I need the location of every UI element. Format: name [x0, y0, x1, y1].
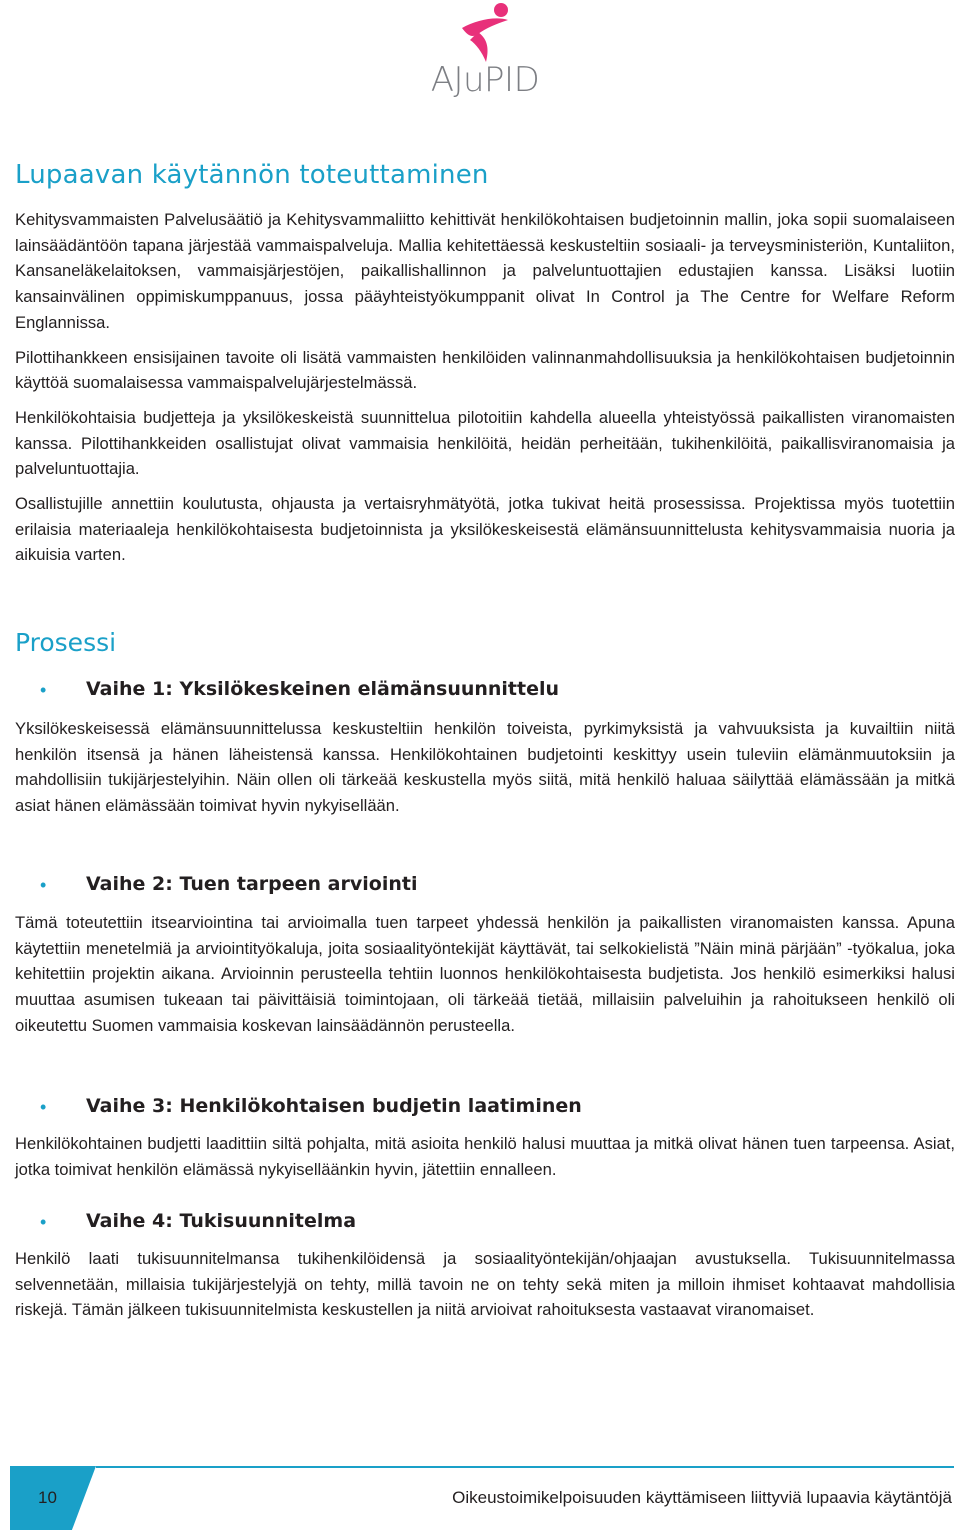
paragraph: Osallistujille annettiin koulutusta, ohjausta ja vertaisryhmätyötä, jotka tukivat heitä prosessissa. Projektissa myös tuotettiin erilaisia materiaaleja henkilökohtaisesta budjetoinnista ja yksilökeskeisestä elämänsuunnittelusta kehitysvammaisia nuoria ja aikuisia varten. — [15, 494, 955, 565]
paragraph: Henkilökohtaisia budjetteja ja yksilökeskeistä suunnittelua pilotoitiin kahdella alueella yhteistyössä paikallisten viranomaisten kanssa. Pilottihankkeiden osallistujat olivat vammaisia henkilöitä, heidän perheitään, tukihenkilöitä, paikallisviranomaisia ja palveluntuottajia. — [15, 407, 955, 479]
page-footer — [0, 1466, 960, 1530]
step-1-body — [15, 716, 955, 819]
ajupid-logo — [418, 2, 552, 100]
step-4-heading: Vaihe 4: Tukisuunnitelma — [86, 1210, 357, 1232]
paragraph: Kehitysvammaisten Palvelusäätiö ja Kehitysvammaliitto kehittivät henkilökohtaisen budjetoinnin mallin, joka sopii suomalaiseen lainsäädäntöön tapana järjestää vammaispalveluja. Mallia kehitettäessä keskusteltiin sosiaali- ja terveysministeriön, Kuntaliiton, Kansaneläkelaitoksen, vammaisjärjestöjen, paikallishallinnon ja palveluntuottajien edustajien kanssa. Lisäksi luotiin kansainvälinen oppimiskumppanuus, jossa pääyhteistyökumppanit olivat In Control ja The Centre for Welfare Reform Englannissa. — [15, 210, 955, 332]
paragraph: Henkilö laati tukisuunnitelmansa tukihenkilöidensä ja sosiaalityöntekijän/ohjaajan avustuksella. Tukisuunnitelmassa selvennetään, millaisia tukijärjestelyjä on tehty, millä tavoin ne on tehty sekä miten ja milloin ihmiset kohtaavat mahdollisia riskejä. Tämän jälkeen tukisuunnitelmista keskustellen ja niitä arvioivat rahoituksesta vastaavat viranomaiset. — [15, 1249, 955, 1320]
bullet-icon: • — [40, 875, 47, 895]
section1-body — [15, 207, 955, 568]
bullet-icon: • — [40, 680, 47, 700]
page-number: 10 — [38, 1488, 57, 1507]
step-3-body — [15, 1131, 955, 1182]
step-4-body — [15, 1246, 955, 1323]
logo-text: AJuPID — [430, 60, 540, 100]
footer-title: Oikeustoimikelpoisuuden käyttämiseen liittyviä lupaavia käytäntöjä — [452, 1488, 952, 1507]
step-2-heading: Vaihe 2: Tuen tarpeen arviointi — [86, 873, 418, 895]
footer-divider — [96, 1466, 954, 1468]
step-2-body — [15, 910, 955, 1039]
bullet-icon: • — [40, 1097, 47, 1117]
person-logo-icon — [456, 2, 516, 64]
paragraph: Tämä toteutettiin itsearviointina tai arvioimalla tuen tarpeet yhdessä henkilön ja paikallisten viranomaisten kanssa. Apuna käytettiin menetelmiä ja arviointityökaluja, joita sosiaalityöntekijät käyttävät, tai selkokielistä ”Näin minä pärjään” -työkalua, joka kehitettiin projektin aikana. Arvioinnin perusteella tehtiin luonnos henkilökohtaisesta budjetista. Jos henkilö esimerkiksi halusi muuttaa asumisen tukeaan tai päivittäisiä toimintojaan, oli tärkeää tietää, millaisiin palveluihin ja rahoitukseen henkilö oli oikeutettu Suomen vammaisia koskevan lainsäädännön perusteella. — [15, 913, 955, 1035]
step-1-heading: Vaihe 1: Yksilökeskeinen elämänsuunnittelu — [86, 678, 560, 700]
paragraph: Henkilökohtainen budjetti laadittiin siltä pohjalta, mitä asioita henkilö halusi muuttaa ja mitkä olivat hänen tuen tarpeensa. Asiat, jotka toimivat henkilön elämässä nykyiselläänkin hyvin, jätettiin ennalleen. — [15, 1134, 955, 1179]
step-3-heading: Vaihe 3: Henkilökohtaisen budjetin laatiminen — [86, 1095, 582, 1117]
paragraph: Yksilökeskeisessä elämänsuunnittelussa keskusteltiin henkilön toiveista, pyrkimyksistä ja vahvuuksista ja kuvailtiin niitä henkilön itsensä ja hänen läheistensä kanssa. Henkilökohtainen budjetointi keskittyy usein tuleviin elämänmuutoksiin ja mahdollisiin tukijärjestelyihin. Näin ollen oli tärkeää keskustella myös siitä, mitä henkilö haluaa säilyttää elämässään ja mitkä asiat hänen elämässään toimivat hyvin nykyisellään. — [15, 719, 955, 816]
bullet-icon: • — [40, 1212, 47, 1232]
paragraph: Pilottihankkeen ensisijainen tavoite oli lisätä vammaisten henkilöiden valinnanmahdollisuuksia ja henkilökohtaisen budjetoinnin käyttöä suomalaisessa vammaispalvelujärjestelmässä. — [15, 347, 955, 393]
section-title-process: Prosessi — [15, 628, 117, 657]
section-title-implementation: Lupaavan käytännön toteuttaminen — [15, 160, 489, 190]
